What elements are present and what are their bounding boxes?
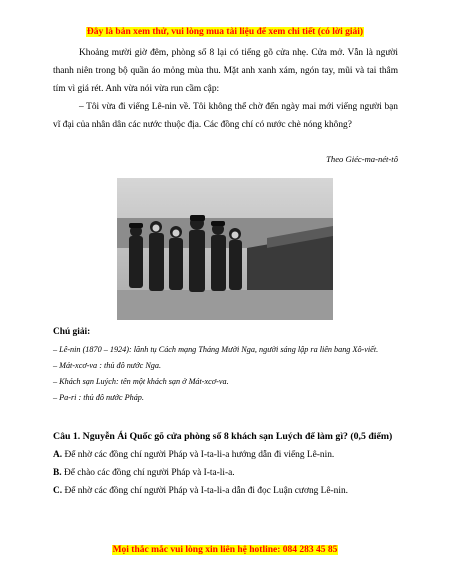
answer-option-a[interactable]	[53, 446, 398, 464]
option-letter: B.	[53, 468, 62, 478]
question-block	[53, 428, 398, 500]
option-letter: A.	[53, 450, 63, 460]
story-text	[53, 44, 398, 134]
glossary	[53, 323, 398, 406]
photo-illustration	[117, 178, 333, 320]
option-text: Để chào các đồng chí người Pháp và I-ta-li-a.	[63, 468, 235, 478]
hotline-banner	[0, 545, 450, 555]
glossary-item: – Lê-nin (1870 – 1924): lãnh tụ Cách mạng Tháng Mười Nga, người sáng lập ra liên bang Xô-viết.	[53, 345, 379, 354]
option-letter: C.	[53, 486, 63, 496]
glossary-item: – Mát-xcơ-va : thủ đô nước Nga.	[53, 361, 162, 370]
glossary-item: – Khách sạn Luých: tên một khách sạn ở Mát-xcơ-va.	[53, 377, 229, 386]
story-paragraph-1: Khoảng mười giờ đêm, phòng số 8 lại có tiếng gõ cửa nhẹ. Cửa mở. Vẫn là người thanh niên trong bộ quần áo mỏng mùa thu. Mặt anh xanh xám, ngón tay, mũi và tai thâm tím vì giá rét. Anh vừa nói vừa run cầm cập:	[53, 48, 398, 94]
preview-banner	[0, 27, 450, 37]
preview-banner-text: Đây là bản xem thử, vui lòng mua tài liệu để xem chi tiết (có lời giải)	[86, 27, 364, 37]
question-title: Câu 1. Nguyễn Ái Quốc gõ cửa phòng số 8 khách sạn Luých để làm gì? (0,5 điểm)	[53, 431, 393, 442]
historical-photo	[117, 178, 333, 320]
answer-option-b[interactable]	[53, 464, 398, 482]
source-citation: Theo Giéc-ma-nét-tô	[326, 154, 398, 164]
glossary-title: Chú giải:	[53, 327, 91, 337]
option-text: Để nhờ các đồng chí người Pháp và I-ta-li-a hướng dẫn đi viếng Lê-nin.	[64, 450, 335, 460]
story-paragraph-2: – Tôi vừa đi viếng Lê-nin về. Tôi không thể chờ đến ngày mai mới viếng người bạn vĩ đại của nhân dân các nước thuộc địa. Các đồng chí có nước chè nóng không?	[53, 102, 398, 130]
glossary-item: – Pa-ri : thủ đô nước Pháp.	[53, 393, 144, 402]
answer-option-c[interactable]	[53, 482, 398, 500]
option-text: Để nhờ các đồng chí người Pháp và I-ta-li-a dẫn đi đọc Luận cương Lê-nin.	[64, 486, 349, 496]
hotline-banner-text: Mọi thắc mắc vui lòng xin liên hệ hotline: 084 283 45 85	[112, 545, 338, 555]
